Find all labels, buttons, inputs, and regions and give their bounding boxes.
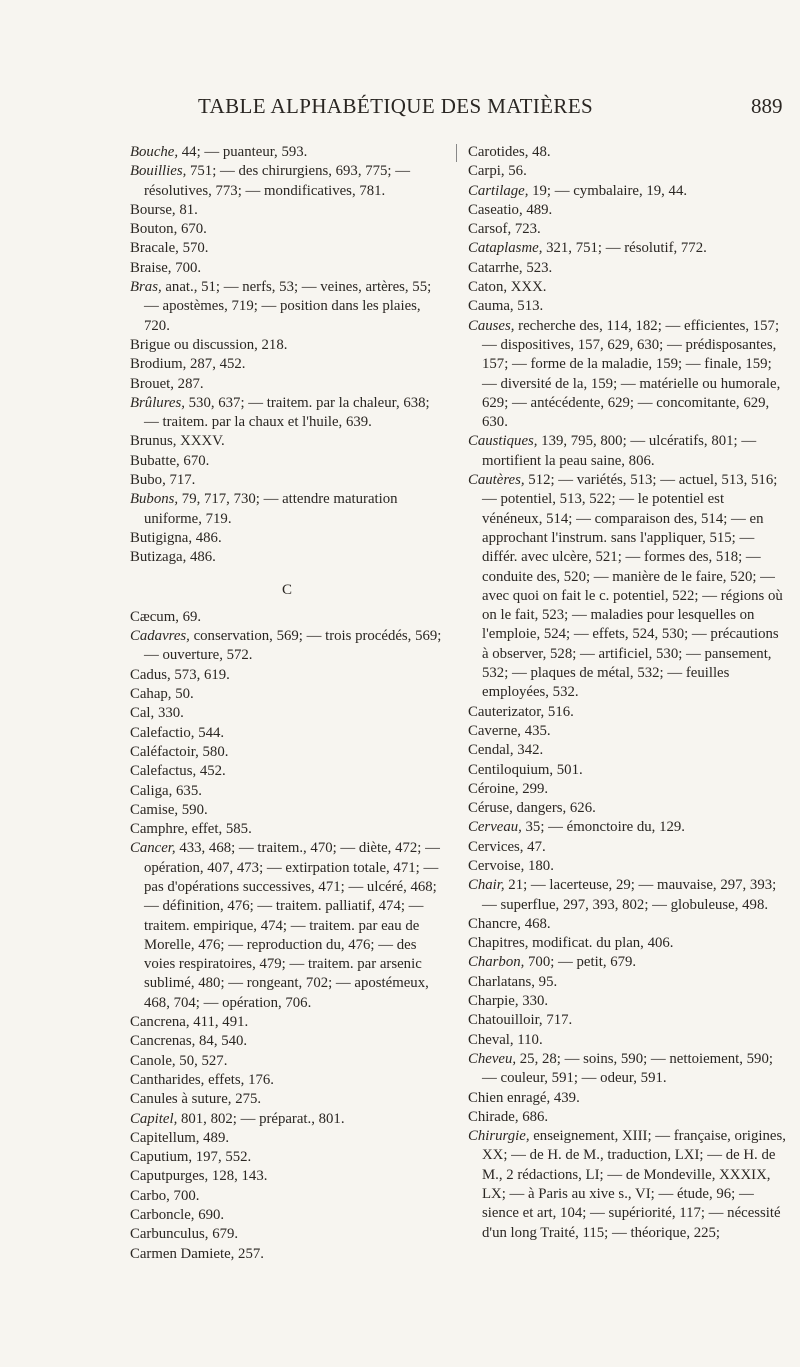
index-entry-text: 700; — petit, 679. [524,954,637,971]
index-entry-text: Céruse, dangers, 626. [468,800,596,817]
index-entry-text: Caputpurges, 128, 143. [130,1168,268,1185]
index-headword: Cancer, [130,840,176,857]
index-entry [130,1032,444,1051]
index-entry-text: 801, 802; — préparat., 801. [177,1110,345,1127]
index-entry-text: Bubatte, 670. [130,452,210,469]
index-headword: Bubons, [130,491,179,508]
index-entry [130,1245,444,1264]
index-entry-text: Chatouilloir, 717. [468,1012,573,1029]
index-entry [130,839,444,1013]
index-entry-text: Bubo, 717. [130,472,196,489]
index-entry-text: 139, 795, 800; — ulcératifs, 801; — mortifient la peau saine, 806. [482,433,757,469]
index-entry-text: Cauterizator, 516. [468,703,574,720]
index-entry [468,1127,786,1243]
index-entry-text: Bouton, 670. [130,221,207,238]
index-headword: Chair, [468,877,505,894]
index-entry [130,1110,444,1129]
index-entry [130,1013,444,1032]
index-entry-text: Cadus, 573, 619. [130,666,230,683]
index-headword: Charbon, [468,954,525,971]
index-entry [130,355,444,374]
index-entry [130,1225,444,1244]
index-entry [130,1090,444,1109]
index-entry [468,201,786,220]
index-entry-text: Charlatans, 95. [468,973,558,990]
index-entry [130,278,444,336]
index-entry [130,666,444,685]
index-entry [130,782,444,801]
index-headword: Bouche, [130,144,179,160]
index-column-right [468,143,786,1243]
index-entry [130,162,444,201]
index-entry [468,471,786,703]
index-entry-text: Chirade, 686. [468,1108,549,1125]
index-entry [130,627,444,666]
index-entry-text: 44; — puanteur, 593. [178,144,308,160]
index-entry-text: Cheval, 110. [468,1031,543,1048]
index-entry-text: Bracale, 570. [130,240,209,257]
index-entry [130,471,444,490]
index-entry-text: Carbo, 700. [130,1187,200,1204]
index-entry [468,857,786,876]
index-headword: Causes, [468,317,515,334]
index-entry [468,876,786,915]
index-entry-text: Carotides, 48. [468,144,551,160]
index-entry-text: Cæcum, 69. [130,608,202,625]
index-entry [468,1089,786,1108]
index-entry [130,143,444,162]
index-entry [468,722,786,741]
index-entry [468,239,786,258]
index-entry [468,1108,786,1127]
index-entry-text: Brouet, 287. [130,375,204,392]
index-entry-text: Cauma, 513. [468,298,544,315]
index-entry-text: 751; — des chirurgiens, 693, 775; — résolutives, 773; — mondificatives, 781. [144,163,411,199]
index-entry [130,548,444,567]
index-entry-text: Brodium, 287, 452. [130,356,246,373]
index-entry-text: 433, 468; — traitem., 470; — diète, 472; — opération, 407, 473; — extirpation totale, 471; — pas d'opérations successives, 471; — ulcéré, 468; — définition, 476; — traitem. palliatif, 474; — traitem. empirique, 474; — traitem. par eau de Morelle, 476; — reproduction du, 476; — des voies respiratoires, 479; — traitem. par arsenic sublimé, 480; — rongeant, 702; — apostémeux, 468, 704; — opération, 706. [144,840,440,1011]
index-headword: Cerveau, [468,819,522,836]
index-headword: Caustiques, [468,433,538,450]
index-entry [468,780,786,799]
index-entry [130,220,444,239]
index-entry-text: Carbunculus, 679. [130,1226,239,1243]
index-entry [130,820,444,839]
index-entry-text: Caliga, 635. [130,782,202,799]
index-entry [130,259,444,278]
index-entry-text: Carboncle, 690. [130,1207,225,1224]
index-entry-text: Chien enragé, 439. [468,1089,580,1106]
index-headword: Brûlures, [130,394,185,411]
index-headword: Bouillies, [130,163,187,180]
index-entry [130,375,444,394]
index-entry [130,1187,444,1206]
index-entry [468,741,786,760]
index-entry-text: Camise, 590. [130,801,208,818]
index-entry [130,608,444,627]
index-entry [468,838,786,857]
index-entry-text: 21; — lacerteuse, 29; — mauvaise, 297, 393; — superflue, 297, 393, 802; — globuleuse, 498. [482,877,777,913]
index-entry-text: Butizaga, 486. [130,549,216,566]
index-entry-text: Charpie, 330. [468,993,549,1010]
index-column-left [130,143,444,1264]
index-entry [468,317,786,433]
index-entry [130,1071,444,1090]
index-entry-text: Calefactus, 452. [130,763,226,780]
index-entry-text: Caseatio, 489. [468,201,553,218]
index-entry [130,239,444,258]
index-entry-text: Butigigna, 486. [130,529,222,546]
index-entry [468,162,786,181]
index-entry [130,724,444,743]
index-entry-text: Cal, 330. [130,705,184,722]
index-entry-text: conservation, 569; — trois procédés, 569; — ouverture, 572. [144,628,442,664]
index-headword: Cartilage, [468,182,529,199]
index-entry [468,992,786,1011]
index-entry [130,801,444,820]
index-headword: Cheveu, [468,1050,517,1067]
index-entry-text: Centiloquium, 501. [468,761,583,778]
index-entry-text: anat., 51; — nerfs, 53; — veines, artères, 55; — apostèmes, 719; — position dans les plaies, 720. [144,279,432,334]
index-entry-text: Cendal, 342. [468,742,544,759]
index-entry [130,762,444,781]
index-entry-text: Cahap, 50. [130,686,194,703]
index-entry-text: Carmen Damiete, 257. [130,1245,264,1262]
index-entry-text: recherche des, 114, 182; — efficientes, 157; — dispositives, 157, 629, 630; — prédisposantes, 157; — forme de la maladie, 159; — finale, 159; — diversité de la, 159; — matérielle ou humorale, 629; — antécédente, 629; — concomitante, 629, 630. [482,317,781,431]
index-entry-text: Cantharides, effets, 176. [130,1071,274,1088]
index-entry [468,220,786,239]
index-entry [468,703,786,722]
index-entry-text: 79, 717, 730; — attendre maturation uniforme, 719. [144,491,398,527]
index-entry-text: Camphre, effet, 585. [130,821,252,838]
index-entry-text: 35; — émonctoire du, 129. [521,819,685,836]
index-entry [468,1031,786,1050]
index-entry-text: 530, 637; — traitem. par la chaleur, 638; — traitem. par la chaux et l'huile, 639. [144,394,430,431]
index-entry [468,953,786,972]
index-entry-text: Carsof, 723. [468,221,541,238]
index-entry-text: Canules à suture, 275. [130,1091,262,1108]
running-title: TABLE ALPHABÉTIQUE DES MATIÈRES [198,94,594,118]
index-entry [468,182,786,201]
index-entry [130,490,444,529]
index-entry [468,1011,786,1030]
index-entry [130,394,444,433]
index-entry-text: Capitellum, 489. [130,1129,230,1146]
index-entry-text: Catarrhe, 523. [468,259,553,276]
index-entry [468,278,786,297]
index-entry [468,1050,786,1089]
index-entry [130,452,444,471]
index-entry-text: Caléfactoir, 580. [130,743,229,760]
index-section-c [130,608,444,1264]
page-number: 889 [751,94,783,118]
index-entry [130,1167,444,1186]
index-headword: Cadavres, [130,628,190,645]
section-letter-c: C [281,581,292,598]
index-entry-text: Caton, XXX. [468,279,547,296]
index-entry-text: Braise, 700. [130,259,202,276]
index-entry [468,432,786,471]
index-entry-text: Chapitres, modificat. du plan, 406. [468,935,674,952]
index-entry-text: Cervices, 47. [468,838,546,855]
index-entry-text: Cancrena, 411, 491. [130,1014,249,1031]
index-entry-text: 512; — variétés, 513; — actuel, 513, 516; — potentiel, 513, 522; — le potentiel est vénéneux, 514; — comparaison des, 514; — en approchant l'instrum. sans l'appliquer, 515; — différ. avec ulcère, 521; — formes des, 518; — conduite des, 520; — manière de le faire, 520; — avec quoi on fait le c. potentiel, 522; — régions où on le fait, 523; — maladies pour lesquelles on l'emploie, 524; — effets, 524, 530; — précautions à observer, 528; — artificiel, 530; — pansement, 532; — plaques de métal, 532; — feuilles employées, 532. [482,472,783,701]
index-entry [130,685,444,704]
index-entry [468,915,786,934]
index-entry-text: 25, 28; — soins, 590; — nettoiement, 590; — couleur, 591; — odeur, 591. [482,1050,773,1087]
index-headword: Chirurgie, [468,1128,530,1145]
index-entry-text: Caverne, 435. [468,722,551,739]
index-entry-text: Cancrenas, 84, 540. [130,1033,248,1050]
index-entry-text: Chancre, 468. [468,915,551,932]
index-entry-text: Carpi, 56. [468,163,527,180]
page-header [0,94,800,124]
index-entry [130,1148,444,1167]
index-entry [468,973,786,992]
index-headword: Cataplasme, [468,240,543,257]
index-entry [468,761,786,780]
index-entry [130,432,444,451]
index-entry-text: Brigue ou discussion, 218. [130,336,288,353]
index-entry [130,336,444,355]
index-entry-text: 19; — cymbalaire, 19, 44. [528,182,688,199]
index-entry [468,143,786,162]
index-headword: Bras, [130,279,162,296]
index-entry-text: 321, 751; — résolutif, 772. [542,240,707,257]
index-entry [468,259,786,278]
index-entry-text: Canole, 50, 527. [130,1052,228,1069]
index-entry [130,1052,444,1071]
index-entry [130,529,444,548]
index-entry [130,1129,444,1148]
column-divider [456,144,457,162]
index-section-c-continued [468,143,786,1243]
index-entry [130,704,444,723]
index-entry-text: Brunus, XXXV. [130,433,225,450]
index-headword: Capitel, [130,1110,178,1127]
index-entry-text: Caputium, 197, 552. [130,1149,252,1166]
index-entry-text: Cervoise, 180. [468,857,554,874]
index-entry [468,799,786,818]
index-entry [468,818,786,837]
index-entry [130,743,444,762]
index-entry [130,1206,444,1225]
index-entry-text: Calefactio, 544. [130,724,225,741]
index-entry [468,934,786,953]
index-entry-text: enseignement, XIII; — française, origines, XX; — de H. de M., traduction, LXI; — de H. de M., 2 rédactions, LI; — de Mondeville, XXXIX, LX; — à Paris au xive s., VI; — étude, 96; — sience et art, 104; — supériorité, 117; — nécessité d'un long Traité, 115; — théorique, 225; [482,1128,786,1241]
index-entry-text: Bourse, 81. [130,201,198,218]
index-entry-text: Céroine, 299. [468,780,549,797]
index-section-b [130,143,444,568]
index-entry [468,297,786,316]
index-headword: Cautères, [468,472,525,489]
index-entry [130,201,444,220]
